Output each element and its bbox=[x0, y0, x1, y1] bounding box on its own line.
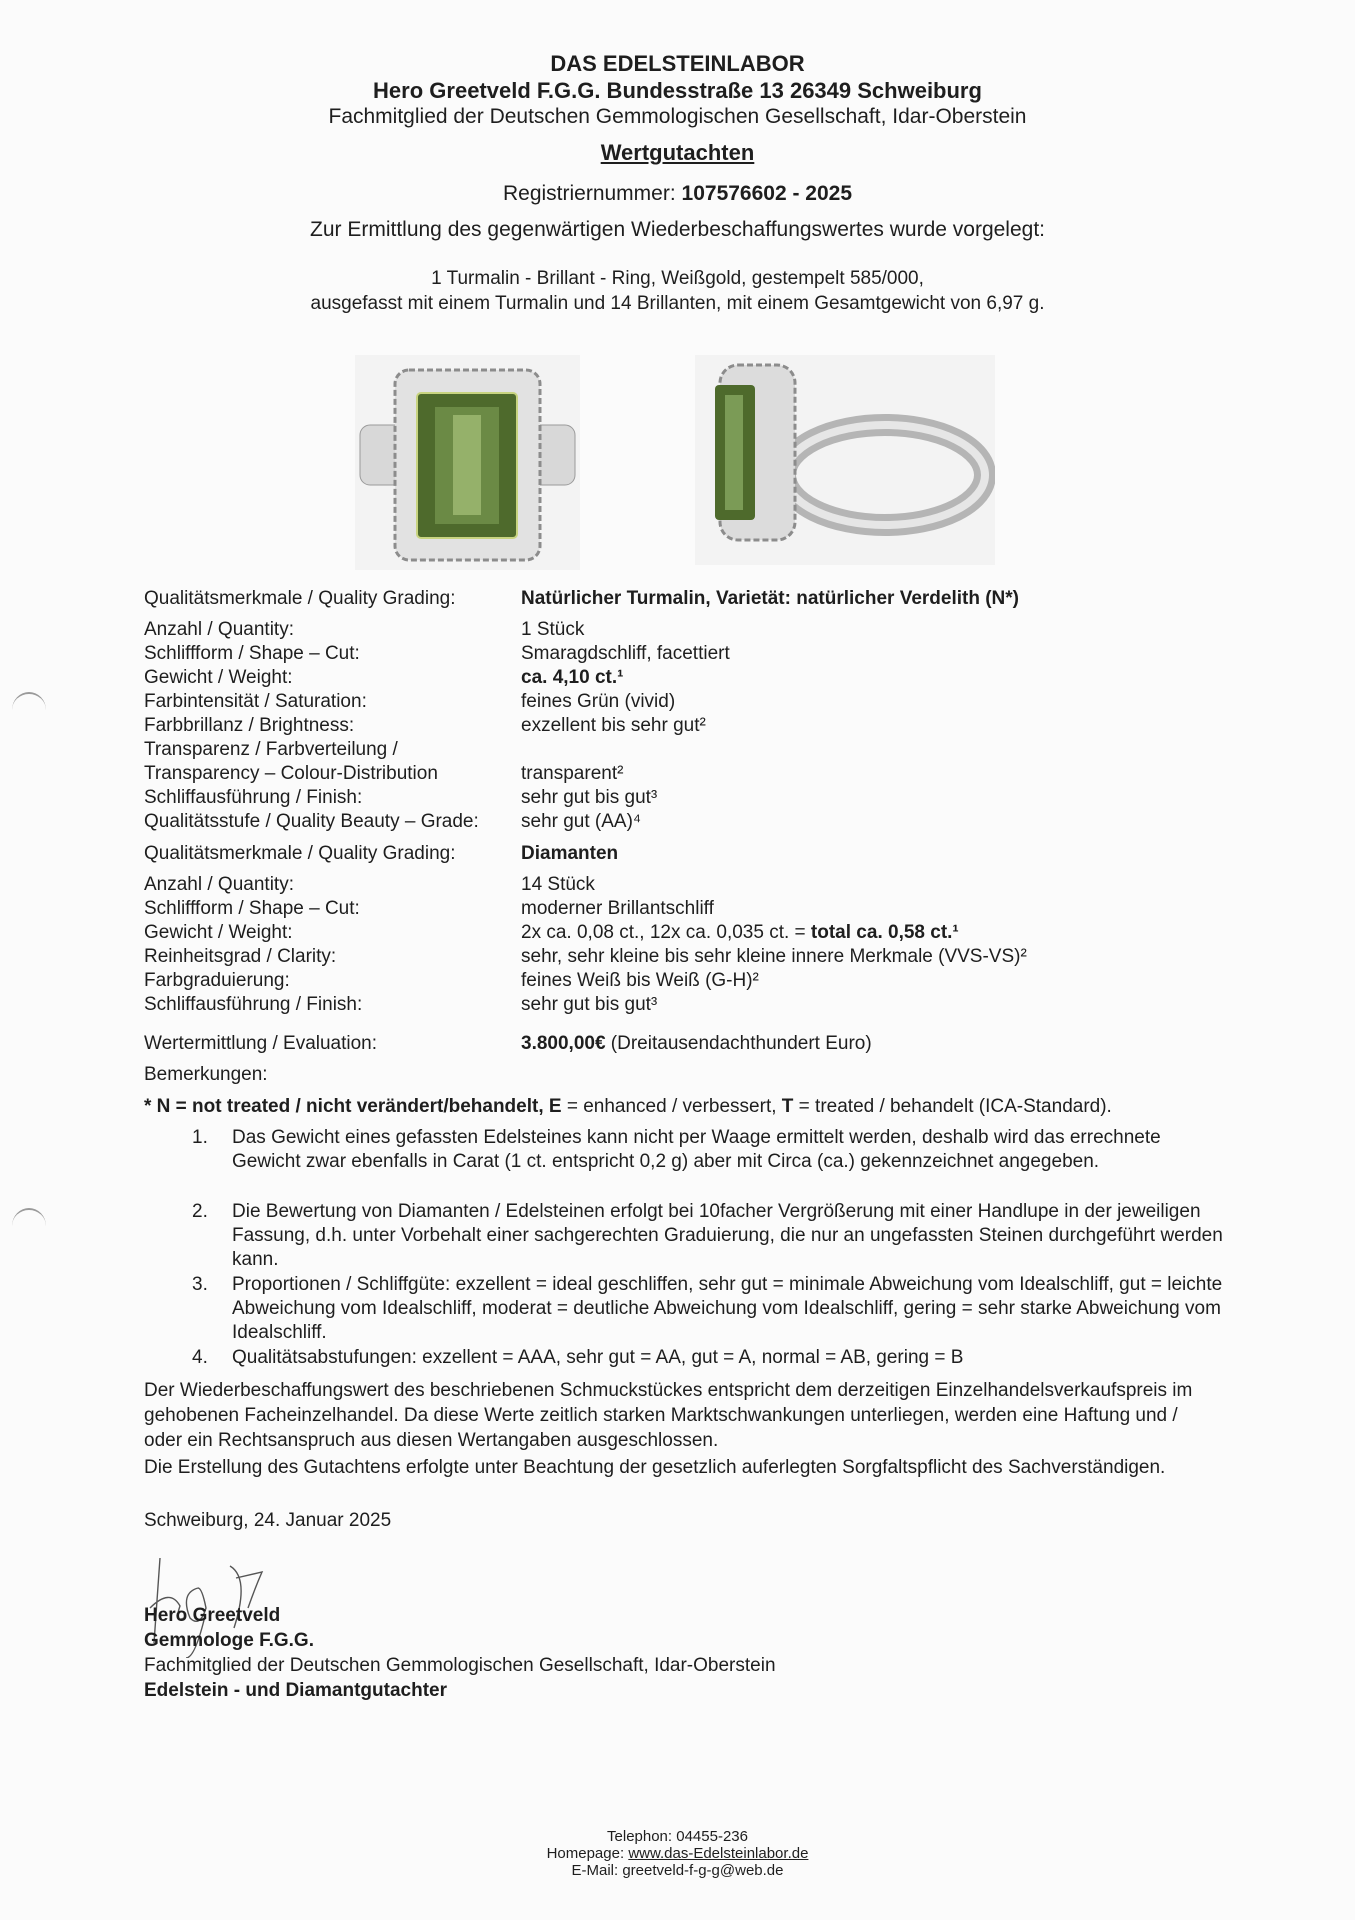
homepage-label: Homepage: bbox=[546, 1845, 625, 1862]
row-label: Farbgraduierung: bbox=[144, 970, 290, 991]
lab-name: DAS EDELSTEINLABOR bbox=[550, 51, 805, 76]
row-value bbox=[521, 922, 959, 944]
remarks-heading: Bemerkungen: bbox=[144, 1064, 268, 1085]
row-label: Schliffform / Shape – Cut: bbox=[144, 898, 360, 919]
item-description-line1: 1 Turmalin - Brillant - Ring, Weißgold, gestempelt 585/000, bbox=[431, 268, 924, 289]
footnote-text: Das Gewicht eines gefassten Edelsteines kann nicht per Waage ermittelt werden, deshalb wird das errechnete Gewicht zwar ebenfalls in Carat (1 ct. entspricht 0,2 g) aber mit Circa (ca.) gekennzeichnet angegeben. bbox=[232, 1127, 1161, 1172]
footnote-text: Die Bewertung von Diamanten / Edelsteinen erfolgt bei 10facher Vergrößerung mit einer Handlupe in der jeweiligen Fassung, d.h. unter Vorbehalt einer sachgerechten Graduierung, die nur an ungefassten Steinen durchgeführt werden kann. bbox=[232, 1201, 1223, 1270]
phone-label: Telephon: bbox=[607, 1828, 673, 1845]
row-value: feines Grün (vivid) bbox=[521, 691, 676, 712]
legend-bold: * N = not treated / nicht verändert/behandelt, E bbox=[144, 1096, 562, 1117]
homepage-link[interactable]: www.das-Edelsteinlabor.de bbox=[628, 1845, 809, 1862]
footer-homepage bbox=[0, 1845, 1355, 1862]
footnote-item bbox=[144, 1126, 1204, 1198]
signer-role: Edelstein - und Diamantgutachter bbox=[144, 1680, 447, 1701]
row-label: Schliffausführung / Finish: bbox=[144, 994, 363, 1015]
row-label: Qualitätsstufe / Quality Beauty – Grade: bbox=[144, 811, 479, 832]
diamond-row bbox=[144, 922, 1244, 946]
weight-breakdown: 2x ca. 0,08 ct., 12x ca. 0,035 ct. = bbox=[521, 922, 811, 943]
footnote-item bbox=[144, 1273, 1223, 1345]
row-value: 1 Stück bbox=[521, 619, 585, 640]
registration-number: 107576602 - 2025 bbox=[681, 182, 853, 205]
tourmaline-grading-row bbox=[144, 588, 1244, 612]
tourmaline-row bbox=[144, 739, 1244, 763]
document-title: Wertgutachten bbox=[600, 140, 755, 165]
signer-title: Gemmologe F.G.G. bbox=[144, 1630, 314, 1651]
phone-number: 04455-236 bbox=[676, 1828, 748, 1845]
footnote-number: 1. bbox=[192, 1127, 208, 1148]
footnote-text: Qualitätsabstufungen: exzellent = AAA, sehr gut = AA, gut = A, normal = AB, gering = B bbox=[232, 1347, 964, 1368]
footnote-item bbox=[144, 1346, 1204, 1370]
tourmaline-row bbox=[144, 643, 1244, 667]
footer-phone bbox=[0, 1828, 1355, 1845]
ring-side-photo bbox=[695, 355, 995, 565]
place-date: Schweiburg, 24. Januar 2025 bbox=[144, 1510, 392, 1531]
signer-membership: Fachmitglied der Deutschen Gemmologischen Gesellschaft, Idar-Oberstein bbox=[144, 1655, 776, 1676]
row-label: Farbintensität / Saturation: bbox=[144, 691, 367, 712]
evaluation-label: Wertermittlung / Evaluation: bbox=[144, 1033, 378, 1054]
legend-text: = enhanced / verbessert, bbox=[561, 1096, 782, 1117]
grading-label: Qualitätsmerkmale / Quality Grading: bbox=[144, 843, 456, 864]
row-label: Transparenz / Farbverteilung / bbox=[144, 739, 398, 760]
row-label: Gewicht / Weight: bbox=[144, 922, 293, 943]
tourmaline-row bbox=[144, 667, 1244, 691]
lab-address: Hero Greetveld F.G.G. Bundesstraße 13 26349 Schweiburg bbox=[373, 78, 982, 103]
footer-email bbox=[0, 1862, 1355, 1879]
footnote-item bbox=[144, 1200, 1223, 1272]
row-value: ca. 4,10 ct.¹ bbox=[521, 667, 624, 688]
email-address[interactable]: greetveld-f-g-g@web.de bbox=[622, 1862, 784, 1879]
row-label: Gewicht / Weight: bbox=[144, 667, 293, 688]
item-description-line2: ausgefasst mit einem Turmalin und 14 Brillanten, mit einem Gesamtgewicht von 6,97 g. bbox=[310, 293, 1045, 314]
diamond-grading-row bbox=[144, 843, 1244, 867]
grading-label: Qualitätsmerkmale / Quality Grading: bbox=[144, 588, 456, 609]
legend-t: T bbox=[781, 1096, 794, 1117]
tourmaline-row bbox=[144, 619, 1244, 643]
row-value: transparent² bbox=[521, 763, 624, 784]
punch-hole-mark bbox=[12, 692, 46, 728]
row-value: Smaragdschliff, facettiert bbox=[521, 643, 730, 664]
footnote-number: 2. bbox=[192, 1201, 208, 1222]
diamond-row bbox=[144, 874, 1244, 898]
footnote-number: 4. bbox=[192, 1347, 208, 1368]
row-label: Schliffform / Shape – Cut: bbox=[144, 643, 360, 664]
tourmaline-row bbox=[144, 787, 1244, 811]
row-label: Anzahl / Quantity: bbox=[144, 874, 294, 895]
lab-membership: Fachmitglied der Deutschen Gemmologischen Gesellschaft, Idar-Oberstein bbox=[328, 105, 1027, 128]
row-label: Farbbrillanz / Brightness: bbox=[144, 715, 355, 736]
row-label: Transparency – Colour-Distribution bbox=[144, 763, 438, 784]
weight-total: total ca. 0,58 ct.¹ bbox=[810, 922, 959, 943]
legend-text: = treated / behandelt (ICA-Standard). bbox=[793, 1096, 1112, 1117]
row-value: 14 Stück bbox=[521, 874, 595, 895]
row-value: moderner Brillantschliff bbox=[521, 898, 714, 919]
row-label: Schliffausführung / Finish: bbox=[144, 787, 363, 808]
row-value: feines Weiß bis Weiß (G-H)² bbox=[521, 970, 759, 991]
row-value: exzellent bis sehr gut² bbox=[521, 715, 706, 736]
evaluation-value bbox=[521, 1033, 872, 1055]
remarks-label bbox=[144, 1064, 1244, 1088]
evaluation-words: (Dreitausendachthundert Euro) bbox=[605, 1033, 872, 1054]
intro-text: Zur Ermittlung des gegenwärtigen Wiederbeschaffungswertes wurde vorgelegt: bbox=[310, 218, 1045, 241]
diamond-row bbox=[144, 898, 1244, 922]
grading-value: Natürlicher Turmalin, Varietät: natürlicher Verdelith (N*) bbox=[521, 588, 1019, 609]
disclaimer-paragraph: Der Wiederbeschaffungswert des beschriebenen Schmuckstückes entspricht dem derzeitigen Einzelhandelsverkaufspreis im gehobenen Facheinzelhandel. Da diese Werte zeitlich starken Marktschwankungen unterliegen, werden eine Haftung und / oder ein Rechtsanspruch aus diesen Wertangaben ausgeschlossen. bbox=[144, 1380, 1193, 1451]
tourmaline-row bbox=[144, 811, 1244, 835]
footnote-text: Proportionen / Schliffgüte: exzellent = ideal geschliffen, sehr gut = minimale Abweichung vom Idealschliff, gut = leichte Abweichung vom Idealschliff, moderat = deutliche Abweichung vom Idealschliff, gering = sehr starke Abweichung vom Idealschliff. bbox=[232, 1274, 1223, 1343]
tourmaline-row bbox=[144, 691, 1244, 715]
row-value: sehr, sehr kleine bis sehr kleine innere Merkmale (VVS-VS)² bbox=[521, 946, 1027, 967]
treatment-legend bbox=[144, 1096, 1112, 1118]
diamond-row bbox=[144, 970, 1244, 994]
diamond-row bbox=[144, 946, 1244, 970]
row-label: Reinheitsgrad / Clarity: bbox=[144, 946, 337, 967]
row-value: sehr gut bis gut³ bbox=[521, 994, 658, 1015]
grading-value: Diamanten bbox=[521, 843, 619, 864]
signer-name: Hero Greetveld bbox=[144, 1605, 281, 1626]
evaluation-amount: 3.800,00€ bbox=[521, 1033, 606, 1054]
row-value: sehr gut bis gut³ bbox=[521, 787, 658, 808]
registration-line bbox=[0, 182, 1355, 206]
tourmaline-row bbox=[144, 763, 1244, 787]
diamond-row bbox=[144, 994, 1244, 1018]
punch-hole-mark bbox=[12, 1208, 46, 1244]
diligence-paragraph: Die Erstellung des Gutachtens erfolgte unter Beachtung der gesetzlich auferlegten Sorgfaltspflicht des Sachverständigen. bbox=[144, 1457, 1166, 1478]
row-label: Anzahl / Quantity: bbox=[144, 619, 294, 640]
evaluation-row bbox=[144, 1033, 1244, 1057]
email-label: E-Mail: bbox=[571, 1862, 619, 1879]
ring-front-photo bbox=[355, 355, 580, 570]
footnote-number: 3. bbox=[192, 1274, 208, 1295]
row-value: sehr gut (AA)⁴ bbox=[521, 811, 642, 832]
registration-label: Registriernummer: bbox=[502, 182, 676, 205]
tourmaline-row bbox=[144, 715, 1244, 739]
